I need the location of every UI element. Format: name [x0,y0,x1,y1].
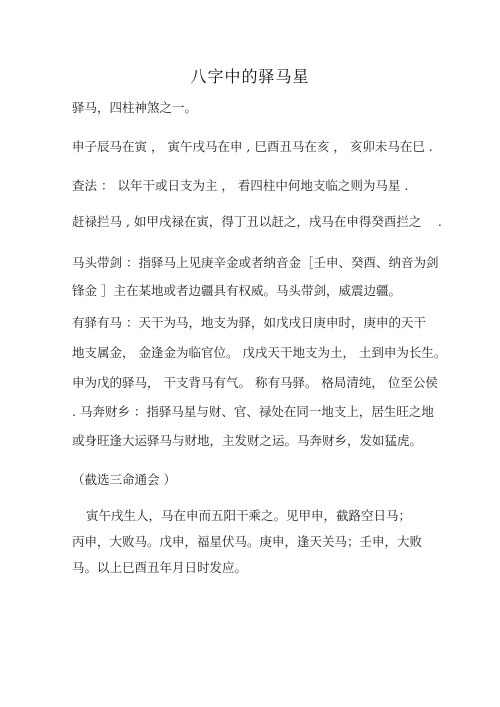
source-note: （截选三命通会 ） [72,472,176,487]
paragraph-line-quote-1: 寅午戌生人，马在申而五阳干乘之。见甲申，截路空日马； [86,508,412,523]
paragraph-line-post-horse-1: 有驿有马 ：天干为马，地支为驿，如戊戌日庚申时，庚申的天干 [72,315,426,330]
paragraph-line-horse-positions: 申子辰马在寅 ， 寅午戌马在申 , 巳酉丑马在亥 ， 亥卯未马在巳 . [72,139,433,154]
page-title: 八字中的驿马星 [190,67,310,86]
paragraph-line-wealth-2: 或身旺逢大运驿马与财地，主发财之运。马奔财乡，发如猛虎。 [72,433,423,448]
paragraph-line-sword-1: 马头带剑 ：指驿马上见庚辛金或者纳音金［壬申、癸酉、纳音为剑 [72,255,439,270]
paragraph-line-lookup-method: 查法 ： 以年干或日支为主 ， 看四柱中何地支临之则为马星 . [72,178,409,193]
paragraph-line-sword-2: 锋金 ］主在某地或者边疆具有权威。马头带剑，威震边疆。 [72,283,401,298]
paragraph-line-chase-block: 赶禄拦马 , 如甲戌禄在寅，得丁丑以赶之，戌马在申得癸酉拦之 . [72,214,442,229]
paragraph-line-post-horse-3: 申为戊的驿马， 干支背马有气。 称有马驿。 格局清纯， 位至公侯 [72,375,438,390]
paragraph-line-post-horse-2: 地支属金， 金逢金为临官位。 戊戌天干地支为土， 土到申为长生。 [72,345,447,360]
paragraph-line-quote-3: 马。以上巳酉丑年月日时发应。 [72,560,248,575]
paragraph-line-intro: 驿马，四柱神煞之一。 [72,100,198,115]
paragraph-line-wealth-1: . 马奔财乡 ：指驿马星与财、官、禄处在同一地支上，居生旺之地 [72,404,434,419]
paragraph-line-quote-2: 丙申，大败马。戊申，福星伏马。庚申，逢天关马；壬申，大败 [72,534,423,549]
